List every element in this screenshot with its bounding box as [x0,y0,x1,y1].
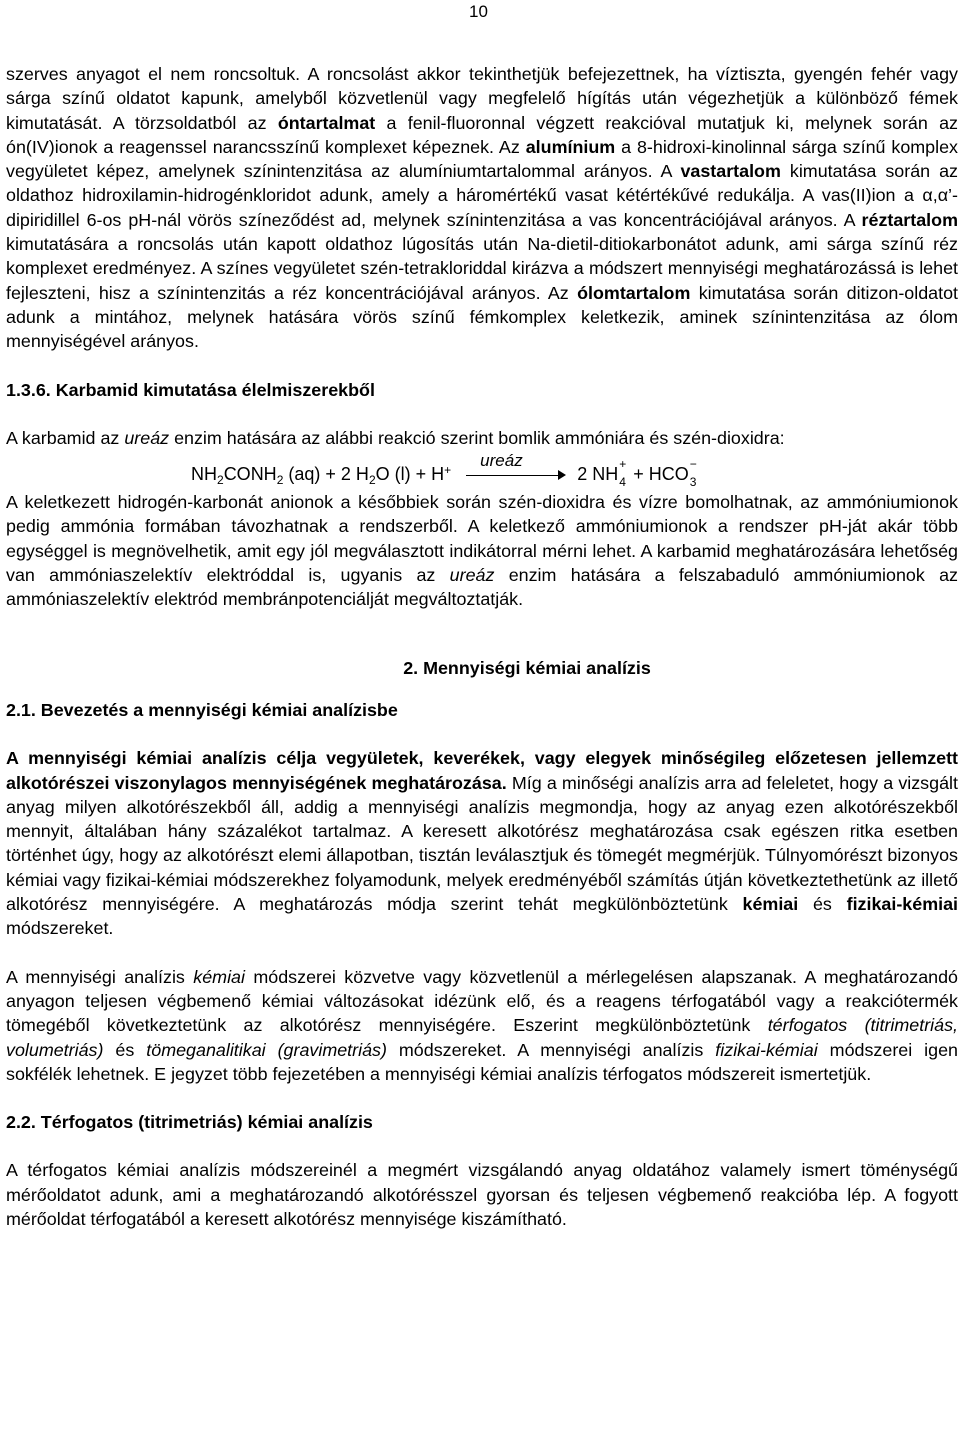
text-run: A mennyiségi kémiai analízis célja vegyületek, keverékek, vagy elegyek minőségileg előzetesen jellemzett alkotórészei viszonylagos mennyiségének meghatározása. [6,748,958,793]
text-run: térfogatos (titrimetriás, volumetriás) [6,1015,958,1060]
paragraph-titrimetric [6,1158,958,1231]
text-run: ólomtartalom [577,282,691,303]
paragraph-quantitative-definition [6,746,958,940]
text-run: ureáz [124,427,170,448]
text-run: óntartalmat [277,112,376,133]
page-number: 10 [469,2,488,21]
text-run: kimutatására a roncsolás után kapott oldathoz lúgosítás után Na-dietil-ditiokarbonátot adunk, ami sárga színű réz komplexet eredményez. A színes vegyületet szén-tetrakloriddal kirázva a módszert mennyiségi meghatározássá is lehet fejleszteni, hisz a színintenzitás a réz koncentrációjával arányos. Az [6,234,958,303]
text-run: kimutatása során az oldathoz hidroxilamin-hidrogénkloridot adunk, amely a háromértékű vasat kétértékűvé redukálja. A vas(II)ion a α,α’-dipiridillel 6-os pH-nál vörös színeződést ad, melynek színintenzitása a vas koncentrációjával arányos. A [6,161,958,230]
reaction-equation: $NH_2CONH_2$ (aq) + 2 $H_2O$ (l) + H+ ureáz 2 NH + 4 + HCO − 3 [191,451,697,490]
text-run: fizikai-kémiai [715,1039,818,1060]
text-run: fizikai-kémiai [846,894,958,915]
arrow-head-icon [558,470,566,480]
text-run: vastartalom [680,161,781,182]
enzyme-label: ureáz [480,451,523,471]
text-run: A térfogatos kémiai analízis módszereinél a megmért vizsgálandó anyag oldatához valamely ismert töménységű mérőoldatot adunk, ami a meghatározandó alkotórésszel gyorsan és teljesen végbemenő reakcióba lép. A fogyott mérőoldat térfogatából a keresett alkotórész mennyisége kiszámítható. [6,1160,958,1229]
text-run: kimutatása során ditizon-oldatot adunk a mintához, melynek hatására vörös színű fémkomplex keletkezik, aminek színintenzitása az ólom mennyiségével arányos. [6,282,959,352]
reaction-arrow [466,451,566,485]
heading-section-2-2: 2.2. Térfogatos (titrimetriás) kémiai analízis [6,1112,373,1133]
text-run: és [103,1039,147,1060]
text-run: a fenil-fluoronnal végzett reakcióval mutatjuk ki, melynek során az ón(IV)ionok a reagenssel narancsszínű komplexet képeznek. Az [6,112,958,157]
text-run: és [798,894,847,915]
text-run: enzim hatására az alábbi reakció szerint bomlik ammóniára és szén-dioxidra: [169,427,785,448]
text-run: módszerei igen sokfélék lehetnek. E jegyzet több fejezetében a mennyiségi kémiai analízis térfogatos módszereit ismertetjük. [6,1039,958,1084]
paragraph-urease-intro [6,426,958,450]
heading-section-2-1: 2.1. Bevezetés a mennyiségi kémiai analízisbe [6,699,398,720]
text-run: Míg a minőségi analízis arra ad feleletet, hogy a vizsgált anyag milyen alkotórészekből áll, addig a mennyiségi analízis megmondja, hogy az anyag ezen alkotórészekből mennyit, általában hány százalékot tartalmaz. A keresett alkotórész meghatározása csak egészen ritka esetben történhet úgy, hogy az alkotórészt elemi állapotban, tisztán leválasztjuk és tömegét megmérjük. Túlnyomórészt bizonyos kémiai vagy fizikai-kémiai módszerekhez folyamodunk, melyek eredményéből számítás útján következtethetünk az illető alkotórész mennyiségére. A meghatározás módja szerint tehát megkülönböztetünk [6,772,958,915]
text-run: szerves anyagot el nem roncsoltuk. A roncsolást akkor tekinthetjük befejezettnek, ha víztiszta, gyengén fehér vagy sárga színű oldatot kapunk, amelyből közvetlenül vagy megfelelő hígítás után végezhetjük a különböző fémek kimutatását. A törzsoldatból az [6,64,958,133]
text-run: alumínium [525,136,616,157]
text-run: réztartalom [861,209,958,230]
text-run: tömeganalitikai (gravimetriás) [146,1039,387,1060]
text-run: módszereket. [6,918,114,939]
text-run: kémiai [742,894,799,915]
text-run: enzim hatására a felszabaduló ammóniumionok az ammóniaszelektív elektród membránpotenciálját megváltoztatják. [6,565,958,610]
text-run: ureáz [449,565,495,586]
text-run: A mennyiségi analízis [6,966,194,987]
heading-carbamide: 1.3.6. Karbamid kimutatása élelmiszerekből [6,379,375,400]
document-body [6,62,958,1231]
paragraph-chemical-methods [6,965,958,1086]
text-run: módszerei közvetve vagy közvetlenül a mérlegelésen alapszanak. A meghatározandó anyagon teljesen végbemenő kémiai változásokat idézünk elő, és a reagens térfogatából vagy a reakciótermék tömegéből következtetünk az alkotórész mennyiségére. Eszerint megkülönböztetünk [6,966,958,1036]
paragraph-metal-detection [6,62,958,354]
paragraph-ammonium [6,490,958,611]
text-run: módszereket. A mennyiségi analízis [386,1039,716,1060]
text-run: A keletkezett hidrogén-karbonát anionok a későbbiek során szén-dioxidra és vízre bomolhatnak, az ammóniumionok pedig ammónia formában távozhatnak a rendszerből. A keletkező ammóniumionok a rendszer pH-ját akár több egységgel is megnövelhetik, amit egy jól megválasztott indikátorral mérni lehet. A karbamid meghatározására lehetőség van ammóniaszelektív elektróddal is, ugyanis az [6,492,958,586]
chapter-title: 2. Mennyiségi kémiai analízis [403,657,651,678]
text-run: a 8-hidroxi-kinolinnal sárga színű komplex vegyületet képez, amelynek színintenzitása az alumíniumtartalommal arányos. A [6,136,958,182]
text-run: A karbamid az [6,427,125,448]
text-run: kémiai [193,966,245,987]
